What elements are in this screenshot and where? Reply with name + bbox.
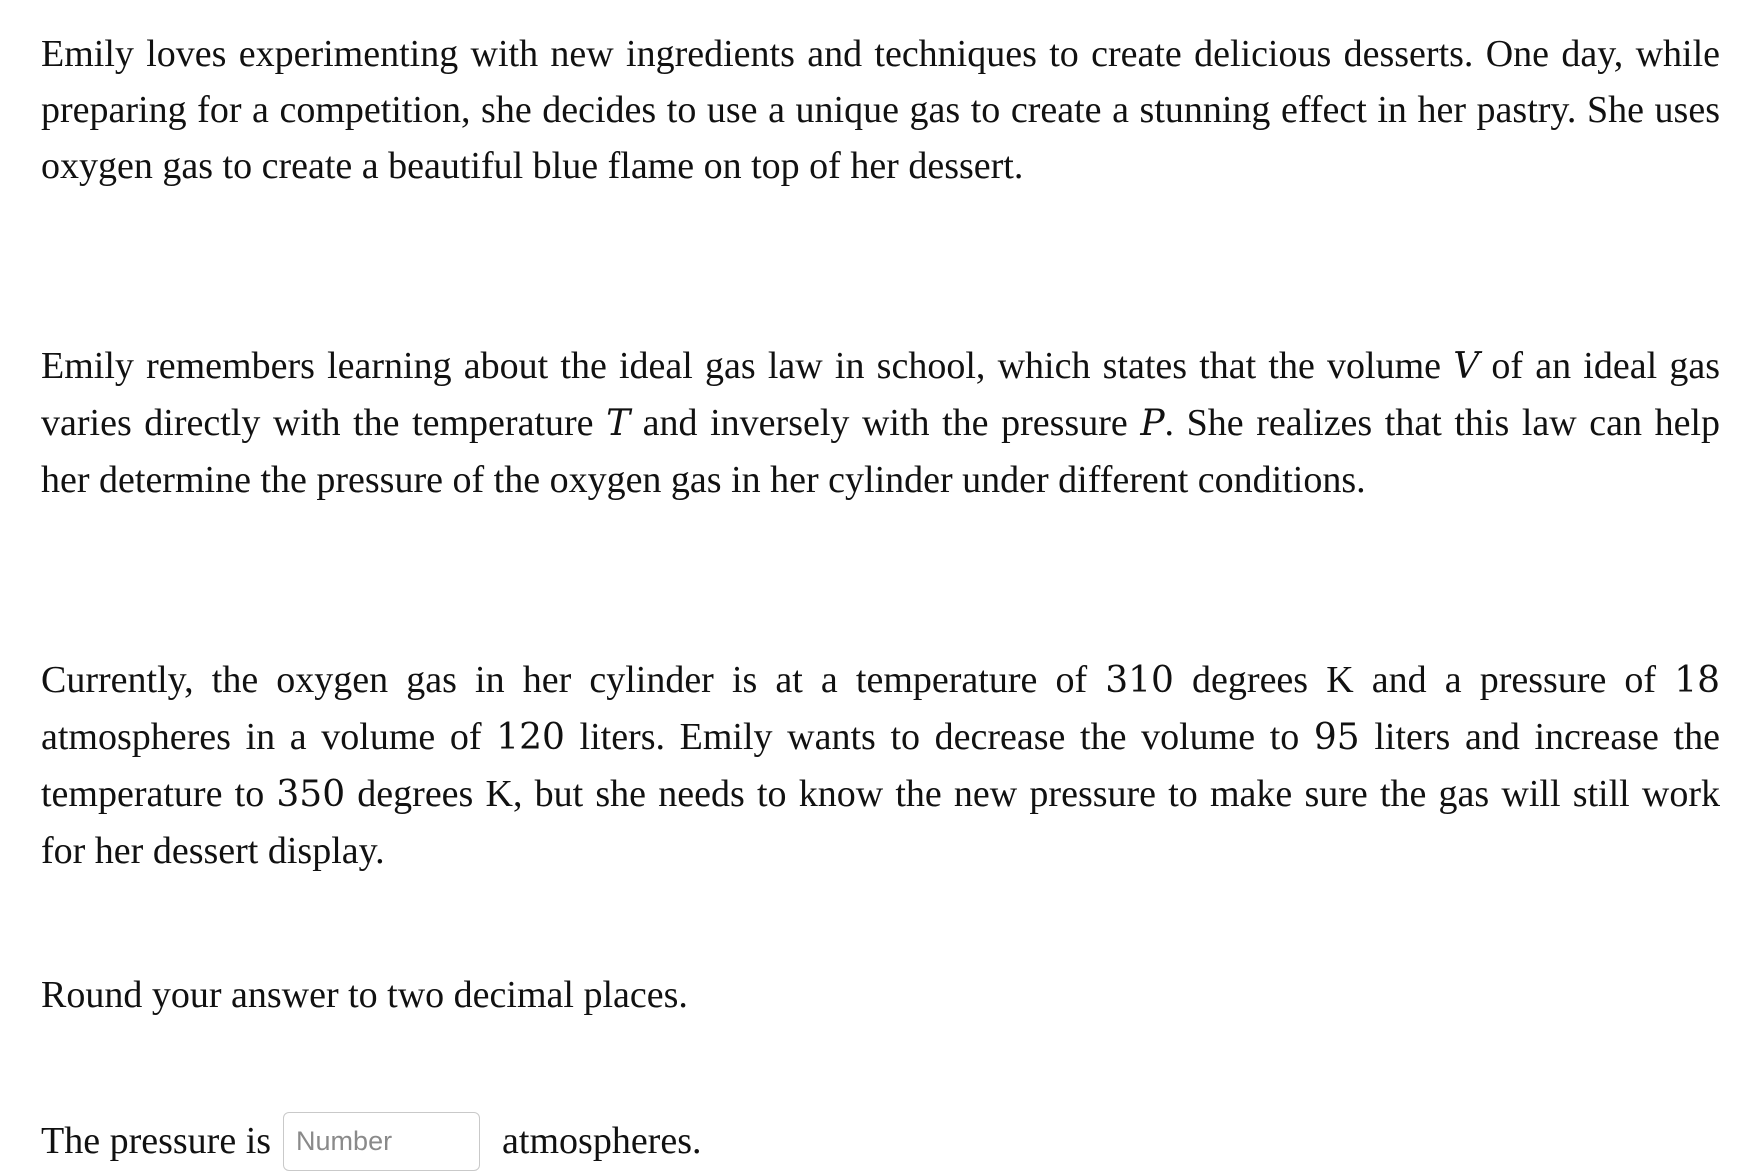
paragraph-gas-law [41, 338, 1720, 508]
new-volume-value: 95 [1313, 717, 1360, 758]
paragraph-conditions [41, 652, 1720, 879]
intro-text: Emily loves experimenting with new ingredients and techniques to create delicious desserts. One day, while preparing for a competition, she decides to use a unique gas to create a stunning effect in her pastry. She uses oxygen gas to create a beautiful blue flame on top of her dessert. [41, 33, 1720, 187]
paragraph-intro [41, 26, 1720, 194]
answer-row [41, 1111, 1720, 1171]
conditions-text-2: degrees K and a pressure of [1173, 659, 1675, 701]
gas-law-text-3: and inversely with the pressure [630, 402, 1141, 444]
instruction-text: Round your answer to two decimal places. [41, 974, 688, 1016]
gas-law-text-2: of an ideal gas varies directly with the temperature [41, 345, 1721, 444]
paragraph-instruction [41, 967, 1720, 1023]
variable-v: V [1453, 346, 1480, 387]
answer-suffix: atmospheres. [502, 1120, 702, 1162]
conditions-text-1: Currently, the oxygen gas in her cylinder is at a temperature of [41, 659, 1106, 701]
initial-volume-value: 120 [496, 717, 565, 758]
gas-law-text-4: . She realizes that this law can help her determine the pressure of the oxygen gas in her cylinder under different conditions. [41, 402, 1720, 501]
conditions-text-6: degrees K, but she needs to know the new pressure to make sure the gas will still work for her dessert display. [41, 773, 1721, 872]
pressure-answer-input[interactable] [283, 1112, 480, 1171]
answer-prefix: The pressure is [41, 1120, 272, 1162]
gas-law-text-1: Emily remembers learning about the ideal gas law in school, which states that the volume [41, 345, 1454, 387]
variable-p: P [1140, 403, 1165, 444]
conditions-text-4: liters. Emily wants to decrease the volume to [564, 716, 1314, 758]
initial-pressure-value: 18 [1674, 660, 1720, 701]
conditions-text-3: atmospheres in a volume of [41, 716, 497, 758]
variable-t: T [606, 403, 631, 444]
problem-content [41, 26, 1720, 1171]
initial-temperature-value: 310 [1105, 660, 1174, 701]
conditions-text-5: liters and increase the temperature to [41, 716, 1720, 815]
new-temperature-value: 350 [276, 774, 346, 815]
